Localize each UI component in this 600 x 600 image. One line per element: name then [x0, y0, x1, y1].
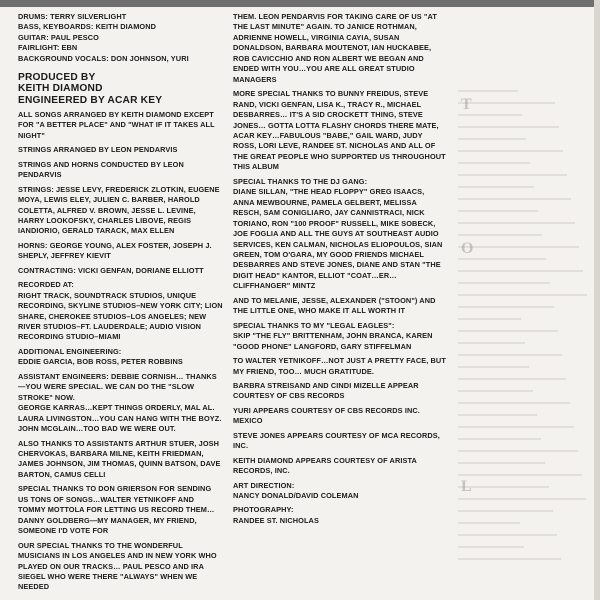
show-through-line: [458, 234, 542, 236]
musicians-block: DRUMS: TERRY SILVERLIGHT BASS, KEYBOARDS: KEITH DIAMOND GUITAR: PAUL PESCO FAIRLIGHT: EBN BACKGROUND VOCALS: DON JOHNSON, YURI: [18, 12, 189, 63]
dj-gang-thanks: SPECIAL THANKS TO THE DJ GANG: DIANE SILLAN, "THE HEAD FLOPPY" GREG ISAACS, ANNA MEWBOURNE, PAMELA GELBERT, MELISSA RESCH, SAM CONIGLIARO, JAY CANNISTRACI, NICK TORIANO, RON "100 PROOF" RUSSELL, MIKE SOBECK, JOE FOGLIA AND ALL THE GUYS AT SOUTHEAST AUDIO SERVICES, KEN CALMAN, NICHOLAS ELIOPOULOS, SIAN GREEN, TOM O'GARA, MY GOOD FRIENDS MICHAEL DESBARRES AND STEVE JONES, DIANE AND STAN "THE DIGIT HEAD" KANTOR, ELLIOT "COAT…ER… CLIFFHANGER" MINTZ: [233, 176, 443, 291]
show-through-line: [458, 318, 521, 320]
contracting-credit: CONTRACTING: VICKI GENFAN, DORIANE ELLIOTT: [18, 265, 204, 275]
show-through-line: [458, 138, 526, 140]
show-through-line: [458, 90, 518, 92]
show-through-initial-o: O: [461, 240, 474, 257]
credits-left-column: [18, 12, 223, 597]
show-through-line: [458, 390, 533, 392]
show-through-line: [458, 342, 525, 344]
conductor-credit: STRINGS AND HORNS CONDUCTED BY LEON PENDARVIS: [18, 159, 184, 180]
strings-arranger-credit: STRINGS ARRANGED BY LEON PENDARVIS: [18, 145, 178, 155]
assistant-engineers: ASSISTANT ENGINEERS: DEBBIE CORNISH… THANKS—YOU WERE SPECIAL. WE CAN DO THE "SLOW STROKE" NOW. GEORGE KARRAS…KEPT THINGS ORDERLY, MAL AL. LAURA LIVINGSTON…YOU CAN HANG WITH THE BOYZ. JOHN MCGLAIN…TOO BAD WE WERE OUT.: [18, 371, 222, 434]
show-through-line: [458, 282, 550, 284]
more-special-thanks: MORE SPECIAL THANKS TO BUNNY FREIDUS, STEVE RAND, VICKI GENFAN, LISA K., TRACY R., MICHAEL DESBARRES… IT'S A SID CROCKETT THING, STEVE JONES… GOTTA LOTTA FLASHY CHORDS THERE MATE, ACAR KEY…FABULOUS "BABE," GAIL WARD, JUDY ROSS, LORI LEVE, RANDEE ST. NICHOLAS AND ALL OF THE GREAT PEOPLE WHO SUPPORTED US THROUGHOUT THIS ALBUM: [233, 89, 446, 172]
yuri-courtesy: YURI APPEARS COURTESY OF CBS RECORDS INC. MEXICO: [233, 405, 420, 426]
art-direction-credit: ART DIRECTION: NANCY DONALD/DAVID COLEMAN: [233, 480, 359, 501]
steve-jones-courtesy: STEVE JONES APPEARS COURTESY OF MCA RECORDS, INC.: [233, 430, 440, 451]
show-through-line: [458, 210, 538, 212]
show-through-line: [458, 306, 554, 308]
assistants-thanks: ALSO THANKS TO ASSISTANTS ARTHUR STUER, JOSH CHERVOKAS, BARBARA MILNE, KEITH FRIEDMAN, JAMES JOHNSON, JIM THOMAS, QUINN BATSON, DAVE BARTON, CAMUS CELLI: [18, 438, 221, 479]
photography-credit: PHOTOGRAPHY: RANDEE ST. NICHOLAS: [233, 505, 319, 525]
page-top-edge: [0, 0, 600, 7]
show-through-line: [458, 438, 541, 440]
show-through-line: [458, 150, 563, 152]
show-through-line: [458, 426, 574, 428]
show-through-line: [458, 102, 555, 104]
show-through-line: [458, 558, 561, 560]
recording-studios: RECORDED AT: RIGHT TRACK, SOUNDTRACK STUDIOS, UNIQUE RECORDING, SKYLINE STUDIOS–NEW YORK CITY; LION SHARE, CHEROKEE STUDIOS–LOS ANGELES; NEW RIVER STUDIOS–FT. LAUDERDALE; AUDIO VISION RECORDING STUDIO–MIAMI: [18, 280, 223, 342]
show-through-line: [458, 474, 582, 476]
credits-right-column: [233, 12, 447, 530]
show-through-line: [458, 246, 579, 248]
show-through-line: [458, 462, 545, 464]
show-through-line: [458, 114, 522, 116]
producer-heading: PRODUCED BY KEITH DIAMOND ENGINEERED BY ACAR KEY: [18, 72, 163, 106]
show-through-line: [458, 510, 553, 512]
arrangement-credit: ALL SONGS ARRANGED BY KEITH DIAMOND EXCEPT FOR "A BETTER PLACE" AND "WHAT IF IT TAKES ALL NIGHT": [18, 109, 215, 140]
show-through-line: [458, 366, 529, 368]
additional-engineering: ADDITIONAL ENGINEERING: EDDIE GARCIA, BOB ROSS, PETER ROBBINS: [18, 346, 183, 367]
show-through-initial-t: T: [461, 96, 472, 113]
show-through-line: [458, 270, 583, 272]
show-through-line: [458, 414, 537, 416]
show-through-line: [458, 402, 570, 404]
special-thanks-grierson: SPECIAL THANKS TO DON GRIERSON FOR SENDING US TONS OF SONGS…WALTER YETNIKOFF AND TOMMY MOTTOLA FOR LETTING US RECORD THEM…DANNY GOLDBERG—MY MANAGER, MY FRIEND, SOMEONE I'D VOTE FOR: [18, 484, 215, 536]
show-through-line: [458, 222, 575, 224]
show-through-line: [458, 198, 571, 200]
musicians-thanks: OUR SPECIAL THANKS TO THE WONDERFUL MUSICIANS IN LOS ANGELES AND IN NEW YORK WHO PLAYED ON OUR TRACKS… PAUL PESCO AND IRA SIEGEL WHO WERE THERE "ALWAYS" WHEN WE NEEDED: [18, 540, 217, 592]
show-through-line: [458, 186, 534, 188]
yetnikoff-thanks: TO WALTER YETNIKOFF…NOT JUST A PRETTY FACE, BUT MY FRIEND, TOO… MUCH GRATITUDE.: [233, 356, 446, 376]
show-through-line: [458, 174, 567, 176]
show-through-line: [458, 450, 578, 452]
show-through-line: [458, 378, 566, 380]
keith-diamond-courtesy: KEITH DIAMOND APPEARS COURTESY OF ARISTA RECORDS, INC.: [233, 455, 417, 476]
show-through-initial-l: L: [461, 478, 472, 495]
page-right-edge: [594, 0, 600, 600]
show-through-line: [458, 294, 587, 296]
strings-players: STRINGS: JESSE LEVY, FREDERICK ZLOTKIN, EUGENE MOYA, LEWIS ELEY, JULIEN C. BARBER, HAROLD COLETTA, ALFRED V. BROWN, JESSE L. LEVINE, HARRY LOOKOFSKY, CHARLES LIBOVE, REGIS IANDIORIO, GERALD TARACK, MAX ELLEN: [18, 184, 220, 236]
show-through-line: [458, 162, 530, 164]
show-through-line: [458, 534, 557, 536]
show-through-line: [458, 258, 546, 260]
streisand-courtesy: BARBRA STREISAND AND CINDI MIZELLE APPEAR COURTESY OF CBS RECORDS: [233, 380, 419, 401]
show-through-line: [458, 354, 562, 356]
show-through-line: [458, 546, 524, 548]
horns-players: HORNS: GEORGE YOUNG, ALEX FOSTER, JOSEPH J. SHEPLY, JEFFREY KIEVIT: [18, 240, 212, 261]
studio-managers-thanks: THEM. LEON PENDARVIS FOR TAKING CARE OF US "AT THE LAST MINUTE" AGAIN. TO JANICE ROTHMAN, ADRIENNE HOWELL, VIRGINIA CAYIA, SUSAN DONALDSON, BARBARA MOUTENOT, IAN HUCKABEE, ROB CAVICCHIO AND RON ALBERT WE BEGAN AND ENDED WITH YOU…YOU ARE ALL GREAT STUDIO MANAGERS: [233, 12, 437, 84]
show-through-line: [458, 126, 559, 128]
show-through-line: [458, 330, 558, 332]
show-through-line: [458, 522, 520, 524]
show-through-line: [458, 498, 586, 500]
legal-eagles-thanks: SPECIAL THANKS TO MY "LEGAL EAGLES": SKIP "THE FLY" BRITTENHAM, JOHN BRANCA, KAREN "GOOD PHONE" LANGFORD, GARY STIFFELMAN: [233, 320, 433, 351]
show-through-text: [458, 90, 590, 570]
family-thanks: AND TO MELANIE, JESSE, ALEXANDER ("STOON") AND THE LITTLE ONE, WHO MAKE IT ALL WORTH IT: [233, 295, 436, 316]
